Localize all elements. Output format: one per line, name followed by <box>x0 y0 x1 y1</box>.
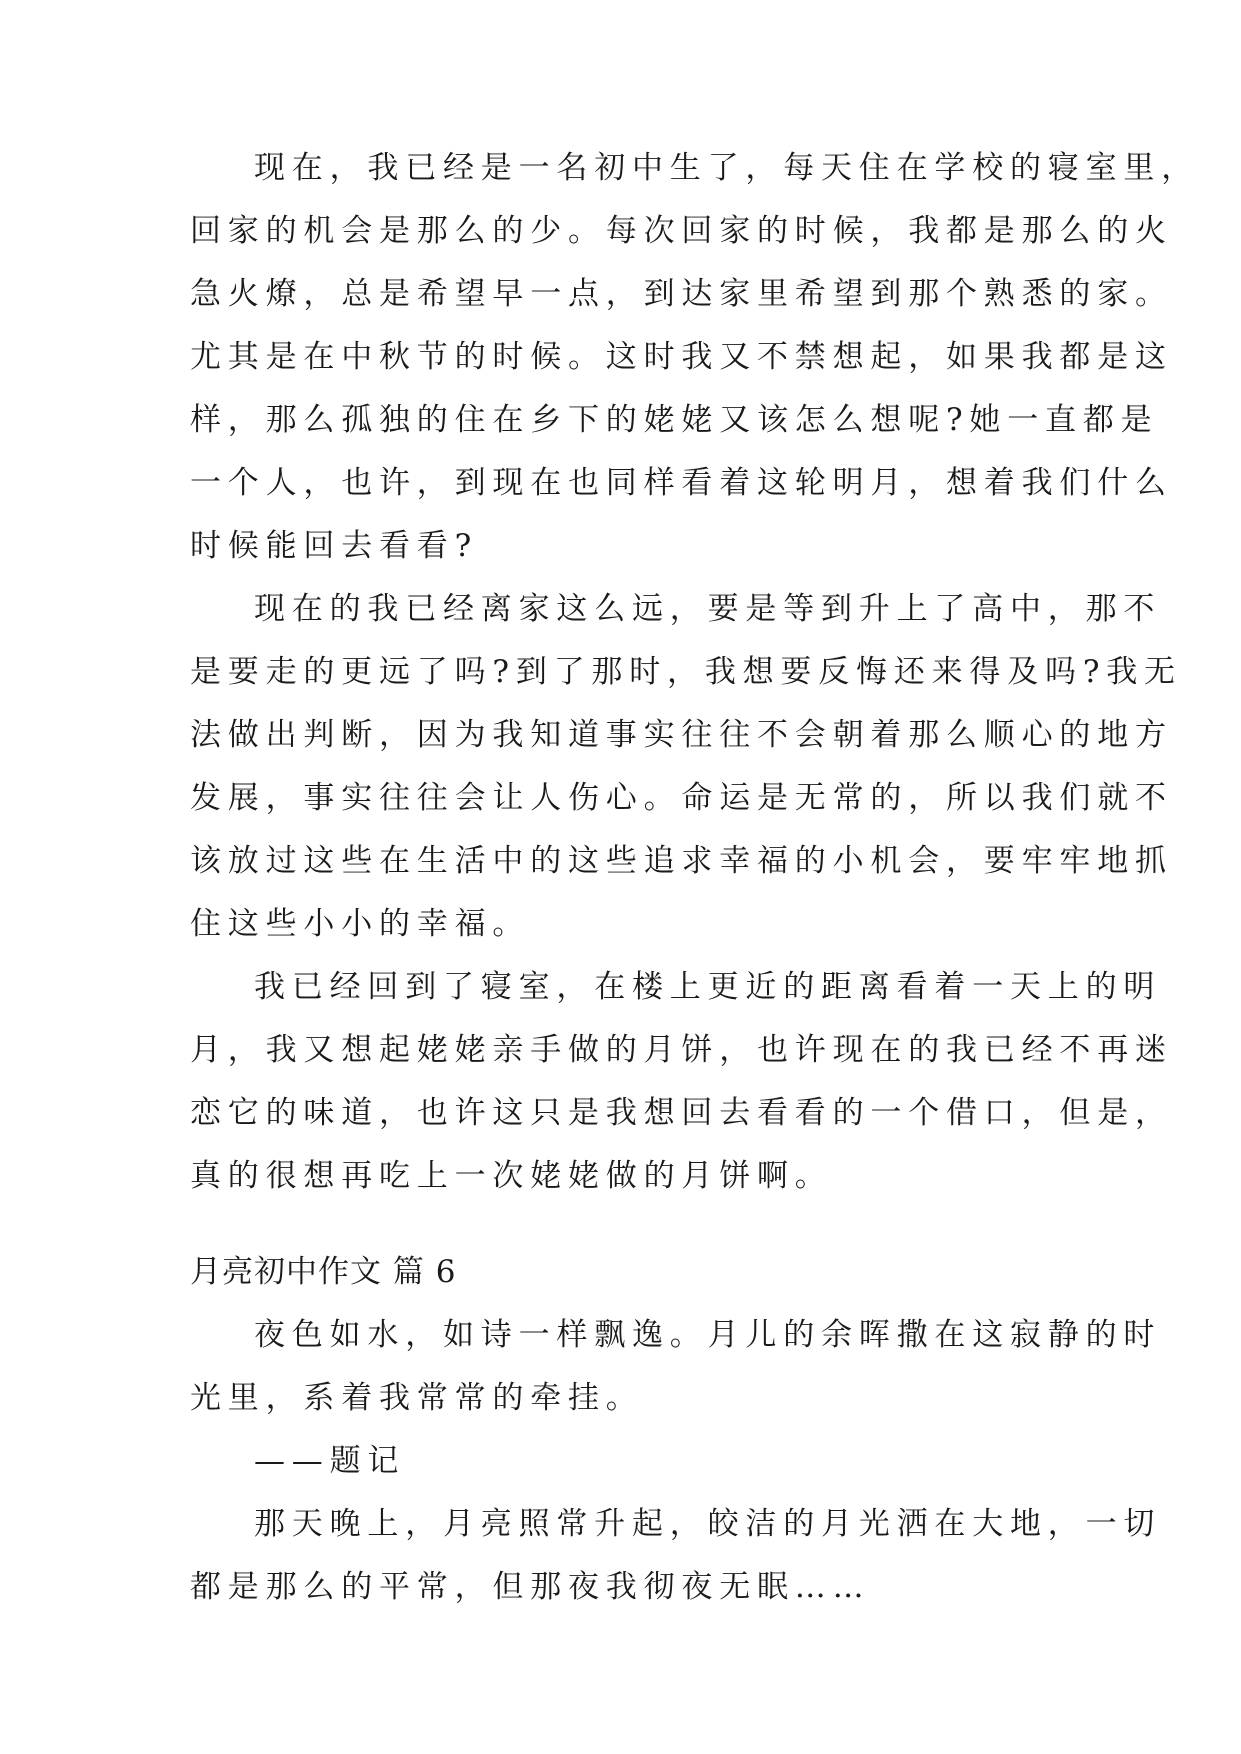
text-line: 住这些小小的幸福。 <box>190 906 531 942</box>
text-line: 月，我又想起姥姥亲手做的月饼，也许现在的我已经不再迷 <box>190 1032 1173 1068</box>
section-heading: 月亮初中作文 篇 6 <box>190 1254 457 1290</box>
text-line: 回家的机会是那么的少。每次回家的时候，我都是那么的火 <box>190 213 1173 249</box>
text-line: 是要走的更远了吗?到了那时，我想要反悔还来得及吗?我无 <box>190 654 1182 690</box>
text-line: 法做出判断，因为我知道事实往往不会朝着那么顺心的地方 <box>190 717 1173 753</box>
text-line: 发展，事实往往会让人伤心。命运是无常的，所以我们就不 <box>190 780 1173 816</box>
text-line: 我已经回到了寝室，在楼上更近的距离看着一天上的明 <box>254 969 1162 1005</box>
text-line: 时候能回去看看? <box>190 528 479 564</box>
text-line: 样，那么孤独的住在乡下的姥姥又该怎么想呢?她一直都是 <box>190 402 1159 438</box>
text-line: 一个人，也许，到现在也同样看着这轮明月，想着我们什么 <box>190 465 1173 501</box>
text-line: 那天晚上，月亮照常升起，皎洁的月光洒在大地，一切 <box>254 1506 1162 1542</box>
text-line: 光里，系着我常常的牵挂。 <box>190 1380 644 1416</box>
text-line: 尤其是在中秋节的时候。这时我又不禁想起，如果我都是这 <box>190 339 1173 375</box>
text-line: 该放过这些在生活中的这些追求幸福的小机会，要牢牢地抓 <box>190 843 1173 879</box>
text-line: 真的很想再吃上一次姥姥做的月饼啊。 <box>190 1158 833 1194</box>
text-line: 夜色如水，如诗一样飘逸。月儿的余晖撒在这寂静的时 <box>254 1317 1162 1353</box>
text-line: 现在的我已经离家这么远，要是等到升上了高中，那不 <box>254 591 1162 627</box>
text-line: 都是那么的平常，但那夜我彻夜无眠…… <box>190 1569 871 1605</box>
text-line: 恋它的味道，也许这只是我想回去看看的一个借口，但是， <box>190 1095 1173 1131</box>
text-line: 现在，我已经是一名初中生了，每天住在学校的寝室里， <box>254 150 1199 186</box>
epigraph-attribution: ——题记 <box>254 1443 406 1479</box>
text-line: 急火燎，总是希望早一点，到达家里希望到那个熟悉的家。 <box>190 276 1173 312</box>
